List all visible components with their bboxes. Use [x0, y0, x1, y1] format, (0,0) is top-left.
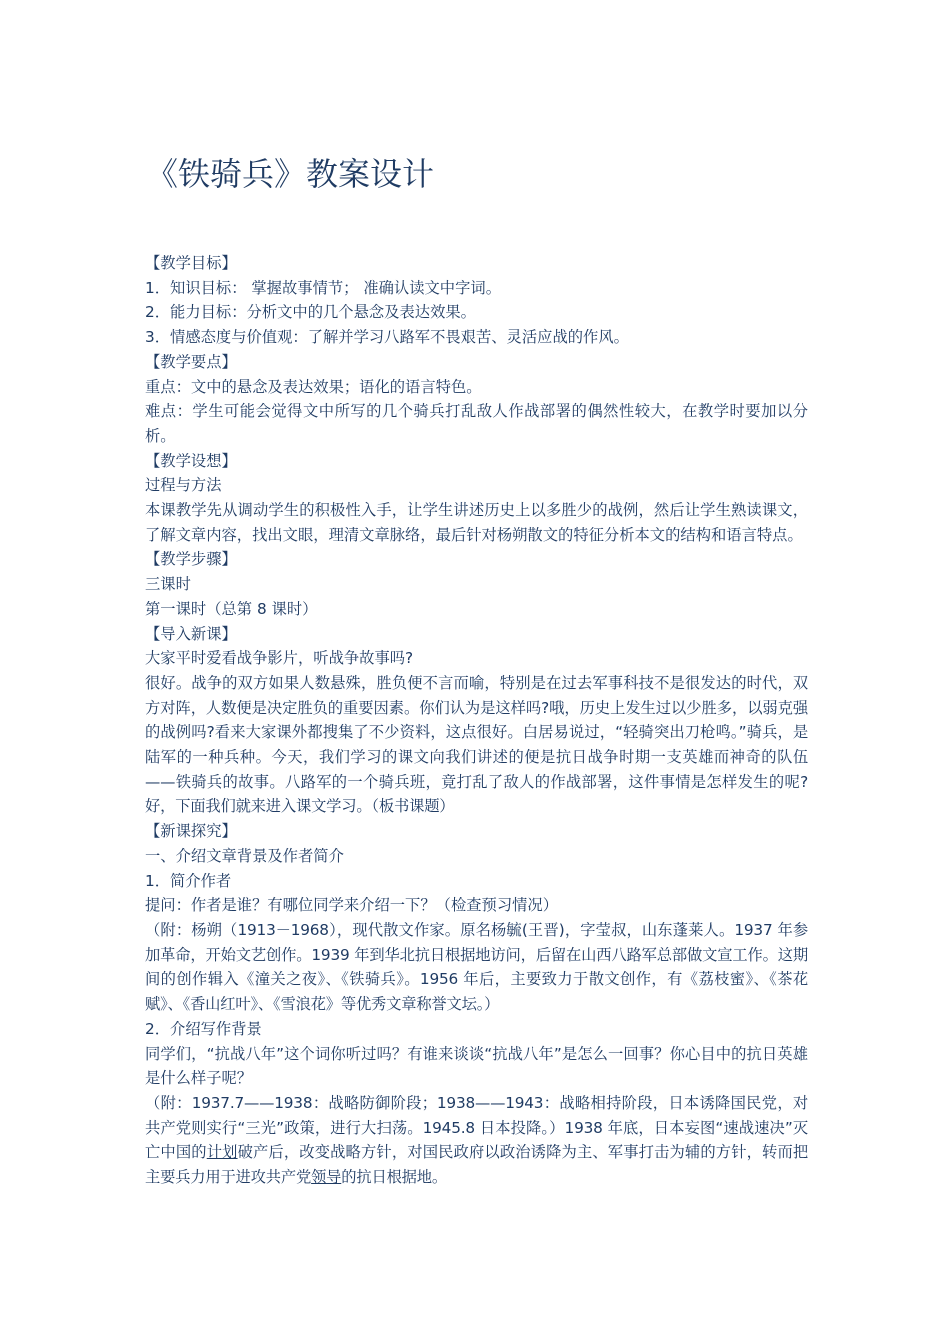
- objective-ability: 2．能力目标：分析文中的几个悬念及表达效果。: [145, 303, 476, 322]
- intro-question: 大家平时爱看战争影片，听战争故事吗?: [145, 649, 414, 668]
- item-author-intro: 1．简介作者: [145, 871, 232, 890]
- section-heading-design: 【教学设想】: [145, 451, 237, 470]
- section-heading-introduction: 【导入新课】: [145, 624, 237, 643]
- section-heading-exploration: 【新课探究】: [145, 822, 237, 841]
- link-plan[interactable]: 计划: [206, 1143, 238, 1162]
- subsection-background: 一、介绍文章背景及作者简介: [145, 846, 344, 865]
- author-bio: （附：杨朔（1913－1968），现代散文作家。原名杨毓(王晋)，字莹叔，山东蓬莱人。1937 年参加革命，开始文艺创作。1939 年到华北抗日根据地访问，后留在山西八路军总部做文宣工作。这期间的创作辑入《潼关之夜》、《铁骑兵》。1956 年后，主要致力于散文创作，有《荔枝蜜》、《茶花赋》、《香山红叶》、《雪浪花》等优秀文章称誉文坛。）: [145, 920, 808, 1014]
- author-question: 提问：作者是谁？有哪位同学来介绍一下？（检查预习情况）: [145, 896, 559, 915]
- design-paragraph: 本课教学先从调动学生的积极性入手，让学生讲述历史上以多胜少的战例，然后让学生熟读课文，了解文章内容，找出文眼，理清文章脉络，最后针对杨朔散文的特征分析本文的结构和语言特点。: [145, 501, 808, 544]
- section-heading-objectives: 【教学目标】: [145, 254, 237, 272]
- link-leadership[interactable]: 领导: [311, 1168, 342, 1187]
- process-and-method-label: 过程与方法: [145, 476, 222, 495]
- document-body: [145, 251, 808, 1190]
- background-question: 同学们，“抗战八年”这个词你听过吗？有谁来谈谈“抗战八年”是怎么一回事？你心目中的抗日英雄是什么样子呢？: [145, 1044, 808, 1088]
- section-heading-key-points: 【教学要点】: [145, 352, 237, 371]
- background-text-part-2: 破产后，改变战略方针，对国民政府以政治诱降为主、军事打击为辅的方针，转而把主要兵力用于进攻共产党: [145, 1143, 809, 1187]
- background-text-part-3: 的抗日根据地。: [341, 1168, 447, 1187]
- background-paragraph: [145, 1091, 808, 1190]
- document-title: 《铁骑兵》教案设计: [146, 155, 435, 193]
- lesson-number: 第一课时（总第 8 课时）: [145, 599, 318, 618]
- difficult-point: 难点：学生可能会觉得文中所写的几个骑兵打乱敌人作战部署的偶然性较大，在教学时要加以分析。: [145, 402, 808, 445]
- item-writing-background: 2．介绍写作背景: [145, 1019, 262, 1038]
- section-heading-steps: 【教学步骤】: [145, 550, 237, 569]
- key-point: 重点：文中的悬念及表达效果；语化的语言特色。: [145, 377, 482, 396]
- objective-knowledge: 1．知识目标： 掌握故事情节； 准确认读文中字词。: [145, 278, 501, 297]
- objective-attitude: 3．情感态度与价值观：了解并学习八路军不畏艰苦、灵活应战的作风。: [145, 328, 629, 347]
- background-text-part-1: （附：1937.7——1938：战略防御阶段；1938——1943：战略相持阶段，日本诱降国民党，对共产党则实行“三光”政策，进行大扫荡。1945.8 日本投降。）1938 年底，日本妄图“速战速决”灭亡中国的: [145, 1093, 808, 1162]
- lesson-count: 三课时: [145, 575, 191, 594]
- intro-paragraph: 很好。战争的双方如果人数悬殊，胜负便不言而喻，特别是在过去军事科技不是很发达的时代，双方对阵，人数便是决定胜负的重要因素。你们认为是这样吗?哦，历史上发生过以少胜多，以弱克强的战例吗?看来大家课外都搜集了不少资料，这点很好。白居易说过，“轻骑突出刀枪鸣。”骑兵，是陆军的一种兵种。今天，我们学习的课文向我们讲述的便是抗日战争时期一支英雄而神奇的队伍——铁骑兵的故事。八路军的一个骑兵班，竟打乱了敌人的作战部署，这件事情是怎样发生的呢?好，下面我们就来进入课文学习。（板书课题）: [145, 673, 808, 816]
